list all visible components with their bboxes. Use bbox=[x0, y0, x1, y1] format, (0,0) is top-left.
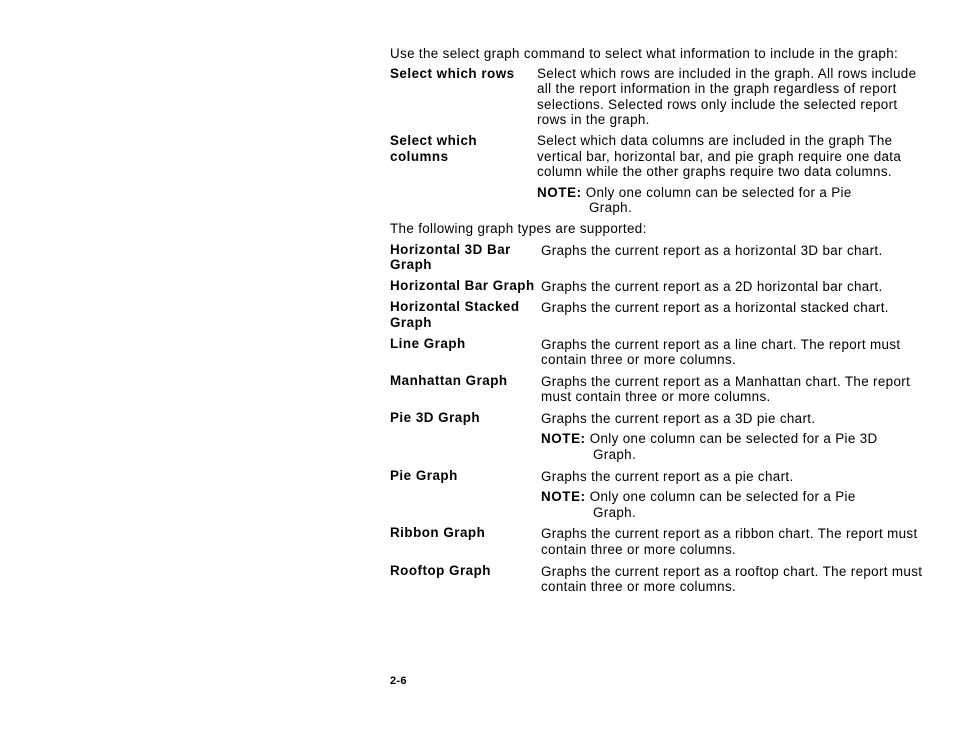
note-continuation: Graph. bbox=[593, 504, 637, 520]
graph-type-description: Graphs the current report as a horizontal stacked chart. bbox=[541, 300, 889, 316]
intro-paragraph: Use the select graph command to select what information to include in the graph: bbox=[390, 46, 899, 61]
graph-type-term: Horizontal Bar Graph bbox=[390, 277, 535, 293]
note-text: Only one column can be selected for a Pie bbox=[589, 489, 856, 505]
graph-type-description: Graphs the current report as a Manhattan chart. The report must contain three or more columns. bbox=[541, 373, 911, 405]
graph-type-term: Line Graph bbox=[390, 335, 466, 351]
graph-types-intro: The following graph types are supported: bbox=[390, 220, 647, 236]
note-first-line bbox=[541, 431, 927, 447]
page-number: 2-6 bbox=[390, 675, 407, 687]
option-description-text: Select which rows are included in the graph. All rows include all the report information in the graph regardless of report selections. Selected rows only include the selected report rows in the graph. bbox=[537, 65, 917, 128]
graph-type-term: Manhattan Graph bbox=[390, 372, 508, 388]
graph-type-term: Pie 3D Graph bbox=[390, 409, 481, 425]
graph-type-description: Graphs the current report as a line chart. The report must contain three or more columns. bbox=[541, 336, 901, 368]
graph-type-row bbox=[390, 468, 930, 521]
option-description-text: Select which data columns are included in the graph The vertical bar, horizontal bar, and pie graph require one data column while the other graphs require two data columns. bbox=[537, 132, 902, 180]
graph-type-description: Graphs the current report as a ribbon chart. The report must contain three or more columns. bbox=[541, 526, 918, 558]
graph-type-description: Graphs the current report as a pie chart. bbox=[541, 468, 794, 484]
graph-type-term: Pie Graph bbox=[390, 467, 458, 483]
graph-type-row bbox=[390, 242, 930, 273]
note bbox=[541, 431, 927, 462]
graph-type-term: Horizontal Stacked Graph bbox=[390, 299, 520, 330]
option-description bbox=[537, 66, 917, 128]
note-continuation: Graph. bbox=[589, 200, 633, 216]
graph-type-description: Graphs the current report as a 3D pie chart. bbox=[541, 410, 816, 426]
note-text: Only one column can be selected for a Pie bbox=[585, 184, 852, 200]
note-first-line bbox=[537, 185, 917, 201]
graph-type-description-block bbox=[541, 410, 927, 463]
note bbox=[541, 489, 927, 520]
option-row bbox=[390, 133, 930, 216]
note-first-line bbox=[541, 489, 927, 505]
document-body bbox=[390, 46, 930, 600]
graph-type-term: Rooftop Graph bbox=[390, 562, 491, 578]
option-term: Select which rows bbox=[390, 65, 515, 81]
graph-type-term: Horizontal 3D Bar Graph bbox=[390, 241, 511, 273]
graph-type-description: Graphs the current report as a rooftop chart. The report must contain three or more columns. bbox=[541, 563, 923, 595]
graph-type-description: Graphs the current report as a horizontal 3D bar chart. bbox=[541, 242, 883, 258]
graph-type-row bbox=[390, 299, 930, 330]
note-label: NOTE: bbox=[541, 489, 586, 505]
note-text: Only one column can be selected for a Pie 3D bbox=[589, 431, 878, 447]
graph-type-term: Ribbon Graph bbox=[390, 525, 486, 541]
note-label: NOTE: bbox=[537, 184, 582, 200]
graph-type-row bbox=[390, 336, 930, 368]
graph-type-row bbox=[390, 373, 930, 405]
note-label: NOTE: bbox=[541, 431, 586, 447]
graph-type-row bbox=[390, 278, 930, 295]
note bbox=[537, 185, 917, 216]
option-row bbox=[390, 66, 930, 128]
graph-type-description-block bbox=[541, 468, 927, 521]
option-term: Select which columns bbox=[390, 132, 478, 164]
option-description bbox=[537, 133, 917, 216]
graph-type-row bbox=[390, 410, 930, 463]
note-continuation: Graph. bbox=[593, 447, 637, 463]
graph-type-row bbox=[390, 525, 930, 557]
graph-type-description: Graphs the current report as a 2D horizontal bar chart. bbox=[541, 278, 883, 294]
graph-type-row bbox=[390, 563, 930, 595]
